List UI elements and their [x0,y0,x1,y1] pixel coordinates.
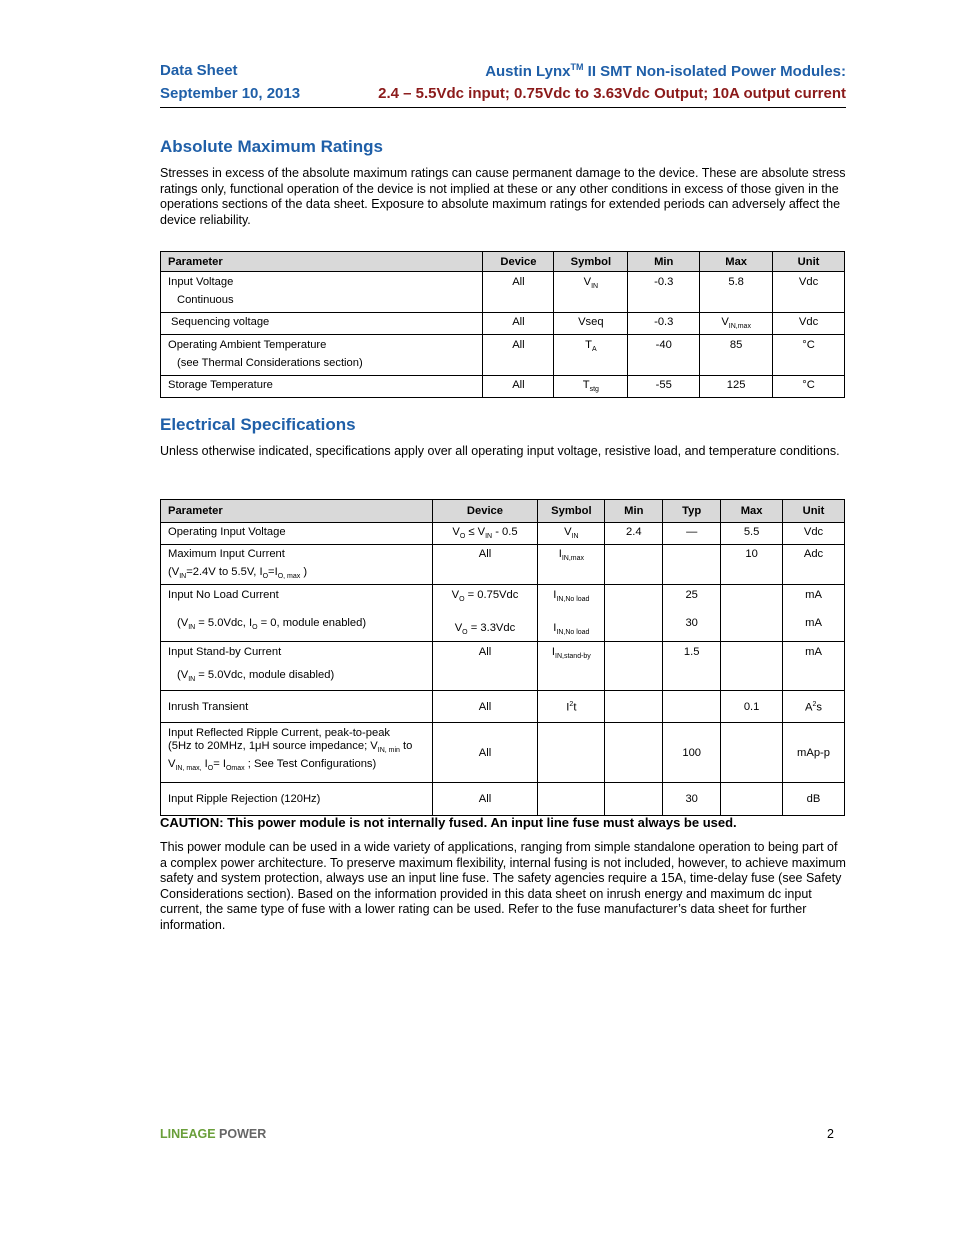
doc-type: Data Sheet [160,62,238,79]
table-row: Input Stand-by Current ($V_{IN} = 5.0Vdc$, module disabled) All $I_{IN,stand-by}$ 1.5 mA [161,642,845,691]
table-row: Sequencing voltage All Vseq -0.3 $V_{IN,max}$ Vdc [161,313,845,335]
table-header-row [161,500,845,523]
table-row: Maximum Input Current ($V_{IN}=2.4V$ to 5.5V, $I_O=I_{O, max}$ ) All $I_{IN,max}$ 10 Adc [161,545,845,585]
col-header: Device [483,252,554,272]
header-row-1 [160,62,846,84]
footer-brand: LINEAGE POWER [160,1127,267,1141]
table-row: Input Voltage Continuous All $V_{IN}$ -0.3 5.8 Vdc [161,272,845,313]
col-header: Parameter [161,252,483,272]
table-row: Input No Load Current ($V_{IN} = 5.0Vdc$, $I_O = 0$, module enabled) $V_O = 0.75Vdc$ $V_O = 3.3Vdc$ $I_{IN,No load}$ $I_{IN,No load}$ 25 30 mA mA [161,585,845,642]
col-header: Max [700,252,773,272]
col-header: Unit [783,500,845,523]
elec-spec-table [160,499,845,816]
table-header-row [161,252,845,272]
col-header: Parameter [161,500,433,523]
product-subtitle: 2.4 – 5.5Vdc input; 0.75Vdc to 3.63Vdc Output; 10A output current [378,85,846,102]
col-header: Max [721,500,783,523]
elec-spec-intro: Unless otherwise indicated, specifications apply over all operating input voltage, resistive load, and temperature conditions. [160,444,840,458]
page-number: 2 [827,1127,834,1141]
fuse-paragraph: This power module can be used in a wide variety of applications, ranging from simple standalone operation to being part of a complex power architecture. To preserve maximum flexibility, internal fusing is not included, however, to achieve maximum safety and system protection, always use an input line fuse. The safety agencies require a 15A, time-delay fuse (see Safety Considerations section). Based on the information provided in this data sheet on inrush energy and maximum dc input current, the same type of fuse with a lower rating can be used. Refer to the fuse manufacturer’s data sheet for further information. [160,840,846,932]
col-header: Min [628,252,700,272]
col-header: Symbol [554,252,628,272]
table-row: Input Reflected Ripple Current, peak-to-peak (5Hz to 20MHz, 1μH source impedance; $V_{IN, min}$ to $V_{IN, max,}$ $I_O= I_{Omax}$ ; See Test Configurations) All 100 mAp-p [161,723,845,783]
abs-max-intro: Stresses in excess of the absolute maximum ratings can cause permanent damage to the device. These are absolute stress ratings only, functional operation of the device is not implied at these or any other conditions in excess of those given in the operations sections of the data sheet. Exposure to absolute maximum ratings for extended periods can adversely affect the device reliability. [160,166,846,227]
table-row: Storage Temperature All $T_{stg}$ -55 125 °C [161,376,845,398]
table-row: Operating Input Voltage $V_O \le V_{IN} - 0.5$ $V_{IN}$ 2.4 — 5.5 Vdc [161,523,845,545]
table-row: Operating Ambient Temperature (see Thermal Considerations section) All $T_A$ -40 85 °C [161,335,845,376]
col-header: Device [432,500,538,523]
col-header: Symbol [538,500,605,523]
col-header: Typ [663,500,721,523]
header-row-2 [160,85,846,108]
product-title: Austin Lynx™ II SMT Non-isolated Power Modules: [485,62,846,80]
table-row: Input Ripple Rejection (120Hz) All 30 dB [161,783,845,816]
doc-date: September 10, 2013 [160,85,301,102]
col-header: Unit [773,252,845,272]
elec-spec-title: Electrical Specifications [160,415,356,434]
col-header: Min [605,500,663,523]
table-row: Inrush Transient All $I^2t$ 0.1 $A^2s$ [161,691,845,723]
abs-max-title: Absolute Maximum Ratings [160,137,383,156]
caution-note: CAUTION: This power module is not internally fused. An input line fuse must always be used. [160,815,737,830]
abs-max-table [160,251,845,398]
